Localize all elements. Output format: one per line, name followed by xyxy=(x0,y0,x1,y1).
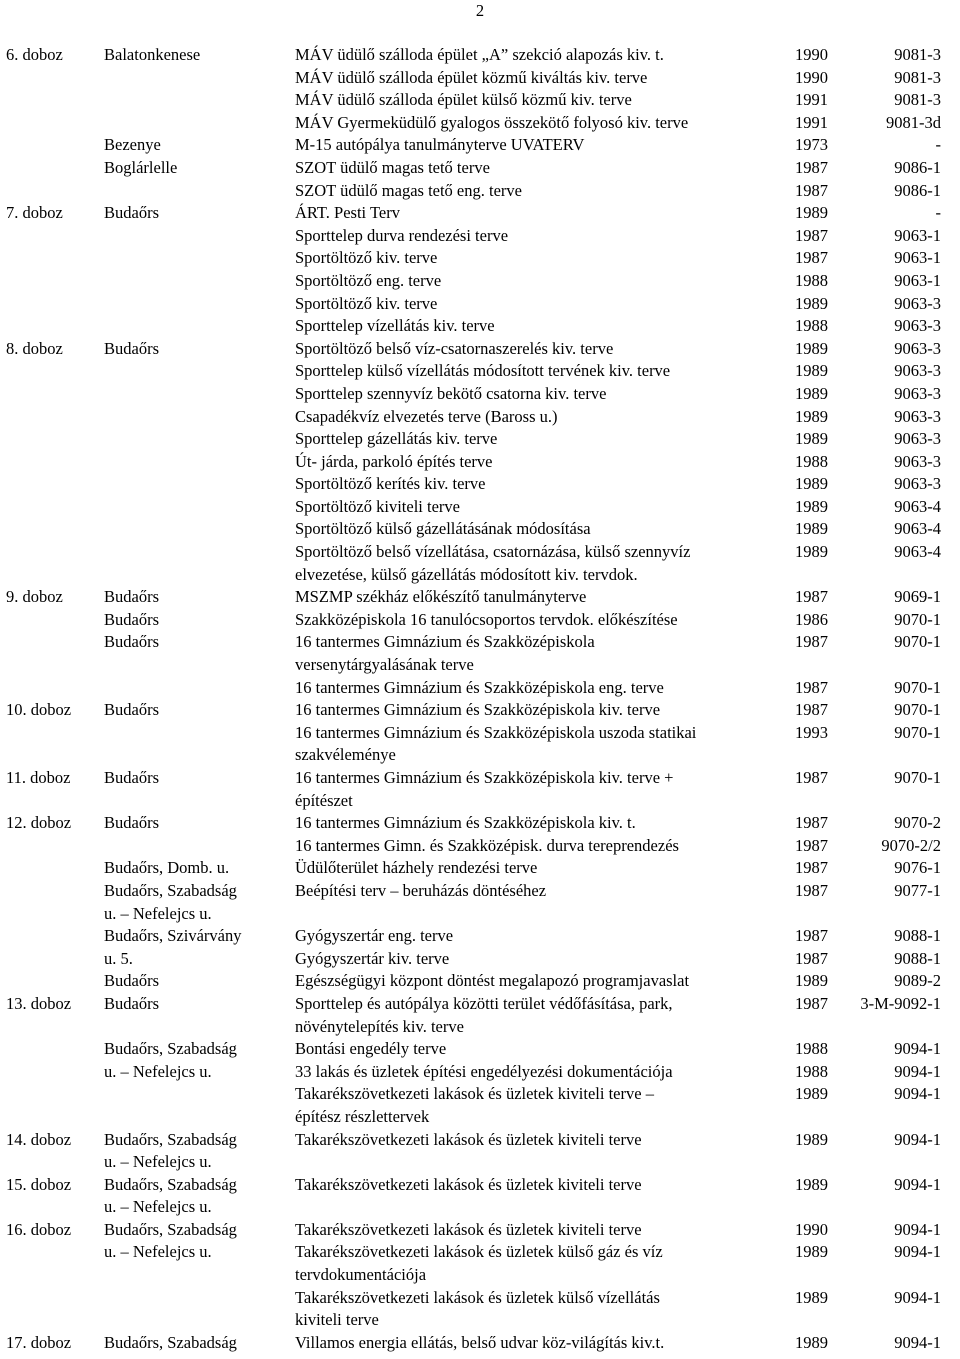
plan-description: M-15 autópálya tanulmányterve UVATERV xyxy=(295,135,585,155)
plan-code: 9077-1 xyxy=(894,880,941,900)
list-item xyxy=(0,722,960,767)
list-item xyxy=(0,699,960,722)
plan-code: 9063-3 xyxy=(894,383,941,403)
plan-description: Takarékszövetkezeti lakások és üzletek kiviteli terve xyxy=(295,1129,642,1149)
list-item xyxy=(0,586,960,609)
plan-code: 9081-3d xyxy=(886,112,941,132)
plan-description: 33 lakás és üzletek építési engedélyezési dokumentációja xyxy=(295,1061,673,1081)
list-item xyxy=(0,857,960,880)
plan-code: 9063-3 xyxy=(894,361,941,381)
list-item xyxy=(0,451,960,474)
plan-code: 9070-1 xyxy=(894,700,941,720)
plan-description: Sportöltöző kerítés kiv. terve xyxy=(295,474,486,494)
plan-description-line1: Sportöltöző belső vízellátása, csatornázása, külső szennyvíz xyxy=(295,542,691,562)
plan-code: 9089-2 xyxy=(894,971,941,991)
plan-code: - xyxy=(935,135,941,155)
location: Balatonkenese xyxy=(104,45,201,64)
plan-description xyxy=(295,722,696,767)
plan-code: 9070-1 xyxy=(894,609,941,629)
plan-description-line2: építészet xyxy=(295,790,353,810)
plan-description: Út- járda, parkoló építés terve xyxy=(295,451,493,471)
plan-year: 1987 xyxy=(795,768,828,787)
plan-year: 1989 xyxy=(795,519,828,539)
plan-description xyxy=(295,631,595,676)
box-number: 7. doboz xyxy=(6,203,63,223)
location: Budaőrs xyxy=(104,587,159,607)
plan-year: 1991 xyxy=(795,112,828,132)
plan-description xyxy=(295,1287,660,1332)
plan-description-line2: építész részlettervek xyxy=(295,1106,430,1126)
plan-code: 9070-1 xyxy=(894,632,941,652)
plan-year: 1990 xyxy=(795,1219,828,1239)
plan-description: ÁRT. Pesti Terv xyxy=(295,203,400,223)
list-item xyxy=(0,112,960,135)
location xyxy=(104,1174,237,1219)
plan-year: 1987 xyxy=(795,225,828,245)
plan-description: Bontási engedély terve xyxy=(295,1039,447,1059)
plan-code: 9070-2/2 xyxy=(881,835,941,855)
location: u. – Nefelejcs u. xyxy=(104,1061,212,1081)
plan-code: 3-M-9092-1 xyxy=(860,993,941,1013)
box-number: 12. doboz xyxy=(6,813,72,833)
location: Bezenye xyxy=(104,135,161,155)
plan-year: 1987 xyxy=(795,948,828,968)
list-item xyxy=(0,338,960,361)
plan-description xyxy=(295,767,673,812)
plan-description: Sportöltöző kiv. terve xyxy=(295,293,438,313)
plan-year: 1989 xyxy=(795,293,828,313)
plan-description-line2: versenytárgyalásának terve xyxy=(295,655,474,675)
plan-description: MÁV üdülő szálloda épület külső közmű kiv. terve xyxy=(295,90,632,110)
plan-year: 1987 xyxy=(795,700,828,720)
list-item xyxy=(0,1241,960,1286)
plan-code: 9094-1 xyxy=(894,1174,941,1194)
plan-description-line1: Takarékszövetkezeti lakások és üzletek külső vízellátás xyxy=(295,1287,660,1307)
list-item xyxy=(0,835,960,858)
plan-code: 9063-3 xyxy=(894,338,941,358)
plan-year: 1989 xyxy=(795,1332,828,1352)
plan-code: 9076-1 xyxy=(894,858,941,878)
location: Budaőrs xyxy=(104,338,159,358)
list-item xyxy=(0,428,960,451)
list-item xyxy=(0,360,960,383)
plan-description: Sportöltöző kiv. terve xyxy=(295,248,438,268)
location-line2: u. – Nefelejcs u. xyxy=(104,1197,212,1217)
plan-description: Sporttelep külső vízellátás módosított tervének kiv. terve xyxy=(295,361,671,381)
plan-code: 9094-1 xyxy=(894,1084,941,1104)
plan-year: 1988 xyxy=(795,451,828,471)
plan-description: Takarékszövetkezeti lakások és üzletek kiviteli terve xyxy=(295,1219,642,1239)
location: Budaőrs, Domb. u. xyxy=(104,858,230,878)
plan-description-line2: szakvéleménye xyxy=(295,745,396,765)
plan-code: 9063-3 xyxy=(894,429,941,449)
plan-description: 16 tantermes Gimnázium és Szakközépiskola eng. terve xyxy=(295,677,664,697)
plan-year: 1989 xyxy=(795,383,828,403)
plan-description: Sportöltöző kiviteli terve xyxy=(295,496,460,516)
location: Budaőrs xyxy=(104,632,159,652)
list-item xyxy=(0,1174,960,1219)
plan-description: Beépítési terv – beruházás döntéséhez xyxy=(295,880,547,900)
plan-description: Sporttelep gázellátás kiv. terve xyxy=(295,429,498,449)
box-number: 14. doboz xyxy=(6,1129,72,1149)
list-item xyxy=(0,293,960,316)
plan-description: Sportöltöző belső víz-csatornaszerelés kiv. terve xyxy=(295,338,614,358)
box-number: 8. doboz xyxy=(6,338,63,358)
list-item xyxy=(0,67,960,90)
plan-description: MÁV üdülő szálloda épület „A” szekció alapozás kiv. t. xyxy=(295,45,664,64)
location: Budaőrs xyxy=(104,971,159,991)
plan-description: Takarékszövetkezeti lakások és üzletek kiviteli terve xyxy=(295,1174,642,1194)
plan-year: 1989 xyxy=(795,971,828,991)
location: Budaőrs xyxy=(104,768,159,787)
plan-year: 1988 xyxy=(795,316,828,336)
plan-description: SZOT üdülő magas tető terve xyxy=(295,157,490,177)
plan-description-line1: 16 tantermes Gimnázium és Szakközépiskola xyxy=(295,632,595,652)
plan-code: 9063-3 xyxy=(894,293,941,313)
plan-code: 9070-2 xyxy=(894,813,941,833)
plan-code: 9063-4 xyxy=(894,542,941,562)
plan-year: 1987 xyxy=(795,587,828,607)
list-item xyxy=(0,1083,960,1128)
plan-description: Sporttelep durva rendezési terve xyxy=(295,225,509,245)
list-item xyxy=(0,157,960,180)
box-number: 6. doboz xyxy=(6,45,63,64)
plan-description-line1: 16 tantermes Gimnázium és Szakközépiskola uszoda statikai xyxy=(295,722,697,742)
plan-year: 1989 xyxy=(795,1129,828,1149)
location: Budaőrs, Szabadság xyxy=(104,1332,237,1352)
plan-description: 16 tantermes Gimnázium és Szakközépiskola kiv. terve xyxy=(295,700,661,720)
plan-code: 9081-3 xyxy=(894,67,941,87)
page-number: 2 xyxy=(475,1,485,20)
plan-year: 1987 xyxy=(795,813,828,833)
plan-description: MSZMP székház előkészítő tanulmányterve xyxy=(295,587,587,607)
plan-description xyxy=(295,1083,654,1128)
plan-code: 9070-1 xyxy=(894,722,941,742)
list-item xyxy=(0,496,960,519)
plan-code: 9070-1 xyxy=(894,768,941,787)
plan-description: 16 tantermes Gimnázium és Szakközépiskola kiv. t. xyxy=(295,813,636,833)
plan-code: 9063-3 xyxy=(894,316,941,336)
plan-code: 9081-3 xyxy=(894,90,941,110)
location xyxy=(104,1129,237,1174)
plan-code: 9063-3 xyxy=(894,474,941,494)
plan-description-line2: kiviteli terve xyxy=(295,1310,379,1330)
plan-code: 9086-1 xyxy=(894,180,941,200)
plan-description: 16 tantermes Gimn. és Szakközépisk. durva tereprendezés xyxy=(295,835,679,855)
plan-description: Villamos energia ellátás, belső udvar köz-világítás kiv.t. xyxy=(295,1332,665,1352)
archive-list xyxy=(0,44,960,1354)
plan-year: 1991 xyxy=(795,90,828,110)
list-item xyxy=(0,473,960,496)
location: Budaőrs xyxy=(104,609,159,629)
plan-code: 9063-3 xyxy=(894,406,941,426)
plan-description-line2: tervdokumentációja xyxy=(295,1265,427,1285)
list-item xyxy=(0,1332,960,1355)
plan-description-line2: elvezetése, külső gázellátás módosított kiv. tervdok. xyxy=(295,564,638,584)
plan-description: MÁV Gyermeküdülő gyalogos összekötő folyosó kiv. terve xyxy=(295,112,689,132)
plan-description: Csapadékvíz elvezetés terve (Baross u.) xyxy=(295,406,558,426)
list-item xyxy=(0,1287,960,1332)
list-item xyxy=(0,180,960,203)
list-item xyxy=(0,1219,960,1242)
plan-code: 9094-1 xyxy=(894,1129,941,1149)
location: Budaőrs, Szabadság xyxy=(104,1039,237,1059)
plan-year: 1990 xyxy=(795,67,828,87)
plan-year: 1988 xyxy=(795,270,828,290)
list-item xyxy=(0,609,960,632)
list-item xyxy=(0,1061,960,1084)
plan-code: 9094-1 xyxy=(894,1061,941,1081)
list-item xyxy=(0,270,960,293)
plan-code: 9063-1 xyxy=(894,270,941,290)
location: Budaőrs, Szivárvány xyxy=(104,926,242,946)
location xyxy=(104,880,237,925)
location: Budaőrs xyxy=(104,203,159,223)
plan-code: 9088-1 xyxy=(894,926,941,946)
plan-description: SZOT üdülő magas tető eng. terve xyxy=(295,180,522,200)
plan-description: Sportöltöző külső gázellátásának módosítása xyxy=(295,519,591,539)
box-number: 17. doboz xyxy=(6,1332,72,1352)
box-number: 9. doboz xyxy=(6,587,63,607)
box-number: 15. doboz xyxy=(6,1174,72,1194)
location-line2: u. – Nefelejcs u. xyxy=(104,903,212,923)
plan-year: 1989 xyxy=(795,542,828,562)
plan-code: 9063-4 xyxy=(894,519,941,539)
location: u. – Nefelejcs u. xyxy=(104,1242,212,1262)
plan-year: 1987 xyxy=(795,835,828,855)
list-item xyxy=(0,406,960,429)
box-number: 16. doboz xyxy=(6,1219,72,1239)
plan-year: 1989 xyxy=(795,1174,828,1194)
plan-year: 1989 xyxy=(795,474,828,494)
location-line1: Budaőrs, Szabadság xyxy=(104,1174,237,1194)
plan-code: 9086-1 xyxy=(894,157,941,177)
plan-code: 9081-3 xyxy=(894,45,941,64)
plan-year: 1989 xyxy=(795,1242,828,1262)
plan-code: 9094-1 xyxy=(894,1242,941,1262)
box-number: 13. doboz xyxy=(6,993,72,1013)
plan-description: Gyógyszertár kiv. terve xyxy=(295,948,450,968)
plan-year: 1988 xyxy=(795,1061,828,1081)
location: u. 5. xyxy=(104,948,133,968)
plan-year: 1987 xyxy=(795,180,828,200)
location: Budaőrs, Szabadság xyxy=(104,1219,237,1239)
list-item xyxy=(0,202,960,225)
plan-description xyxy=(295,1241,663,1286)
list-item xyxy=(0,383,960,406)
location: Budaőrs xyxy=(104,993,159,1013)
plan-code: 9094-1 xyxy=(894,1039,941,1059)
plan-year: 1989 xyxy=(795,429,828,449)
plan-code: 9094-1 xyxy=(894,1287,941,1307)
plan-description: Sporttelep vízellátás kiv. terve xyxy=(295,316,495,336)
plan-description-line1: Takarékszövetkezeti lakások és üzletek külső gáz és víz xyxy=(295,1242,663,1262)
plan-year: 1989 xyxy=(795,1084,828,1104)
list-item xyxy=(0,880,960,925)
list-item xyxy=(0,518,960,541)
plan-code: 9063-1 xyxy=(894,248,941,268)
plan-year: 1989 xyxy=(795,406,828,426)
plan-code: 9088-1 xyxy=(894,948,941,968)
location: Boglárlelle xyxy=(104,157,178,177)
plan-code: 9063-1 xyxy=(894,225,941,245)
list-item xyxy=(0,89,960,112)
list-item xyxy=(0,948,960,971)
list-item xyxy=(0,1129,960,1174)
plan-code: 9063-3 xyxy=(894,451,941,471)
list-item xyxy=(0,925,960,948)
plan-description-line1: Sporttelep és autópálya közötti terület védőfásítása, park, xyxy=(295,993,673,1013)
plan-description xyxy=(295,541,690,586)
list-item xyxy=(0,247,960,270)
location: Budaőrs xyxy=(104,813,159,833)
list-item xyxy=(0,767,960,812)
plan-description-line1: 16 tantermes Gimnázium és Szakközépiskola kiv. terve + xyxy=(295,768,674,787)
plan-code: 9070-1 xyxy=(894,677,941,697)
plan-year: 1987 xyxy=(795,858,828,878)
list-item xyxy=(0,677,960,700)
list-item xyxy=(0,541,960,586)
plan-code: 9094-1 xyxy=(894,1219,941,1239)
plan-year: 1989 xyxy=(795,496,828,516)
box-number: 11. doboz xyxy=(6,768,71,787)
location-line1: Budaőrs, Szabadság xyxy=(104,880,237,900)
plan-description: Sportöltöző eng. terve xyxy=(295,270,442,290)
plan-year: 1989 xyxy=(795,203,828,223)
plan-description: MÁV üdülő szálloda épület közmű kiváltás kiv. terve xyxy=(295,67,648,87)
plan-year: 1986 xyxy=(795,609,828,629)
list-item xyxy=(0,1038,960,1061)
list-item xyxy=(0,812,960,835)
plan-year: 1993 xyxy=(795,722,828,742)
plan-year: 1989 xyxy=(795,1287,828,1307)
plan-year: 1973 xyxy=(795,135,828,155)
plan-code: 9069-1 xyxy=(894,587,941,607)
plan-description: Egészségügyi központ döntést megalapozó programjavaslat xyxy=(295,971,690,991)
plan-year: 1990 xyxy=(795,45,828,64)
plan-description: Üdülőterület házhely rendezési terve xyxy=(295,858,538,878)
location-line1: Budaőrs, Szabadság xyxy=(104,1129,237,1149)
list-item xyxy=(0,315,960,338)
box-number: 10. doboz xyxy=(6,700,72,720)
plan-year: 1987 xyxy=(795,157,828,177)
plan-year: 1989 xyxy=(795,338,828,358)
plan-year: 1988 xyxy=(795,1039,828,1059)
plan-year: 1987 xyxy=(795,993,828,1013)
plan-year: 1989 xyxy=(795,361,828,381)
list-item xyxy=(0,631,960,676)
plan-year: 1987 xyxy=(795,926,828,946)
plan-year: 1987 xyxy=(795,677,828,697)
list-item xyxy=(0,134,960,157)
plan-code: - xyxy=(935,203,941,223)
list-item xyxy=(0,970,960,993)
plan-description: Sporttelep szennyvíz bekötő csatorna kiv. terve xyxy=(295,383,607,403)
plan-description xyxy=(295,993,673,1038)
plan-code: 9094-1 xyxy=(894,1332,941,1352)
plan-description-line2: növénytelepítés kiv. terve xyxy=(295,1016,464,1036)
plan-description: Gyógyszertár eng. terve xyxy=(295,926,454,946)
plan-description-line1: Takarékszövetkezeti lakások és üzletek kiviteli terve – xyxy=(295,1084,654,1104)
plan-year: 1987 xyxy=(795,632,828,652)
plan-year: 1987 xyxy=(795,248,828,268)
plan-year: 1987 xyxy=(795,880,828,900)
list-item xyxy=(0,993,960,1038)
plan-description: Szakközépiskola 16 tanulócsoportos tervdok. előkészítése xyxy=(295,609,678,629)
plan-code: 9063-4 xyxy=(894,496,941,516)
location: Budaőrs xyxy=(104,700,159,720)
list-item xyxy=(0,44,960,67)
location-line2: u. – Nefelejcs u. xyxy=(104,1152,212,1172)
list-item xyxy=(0,225,960,248)
